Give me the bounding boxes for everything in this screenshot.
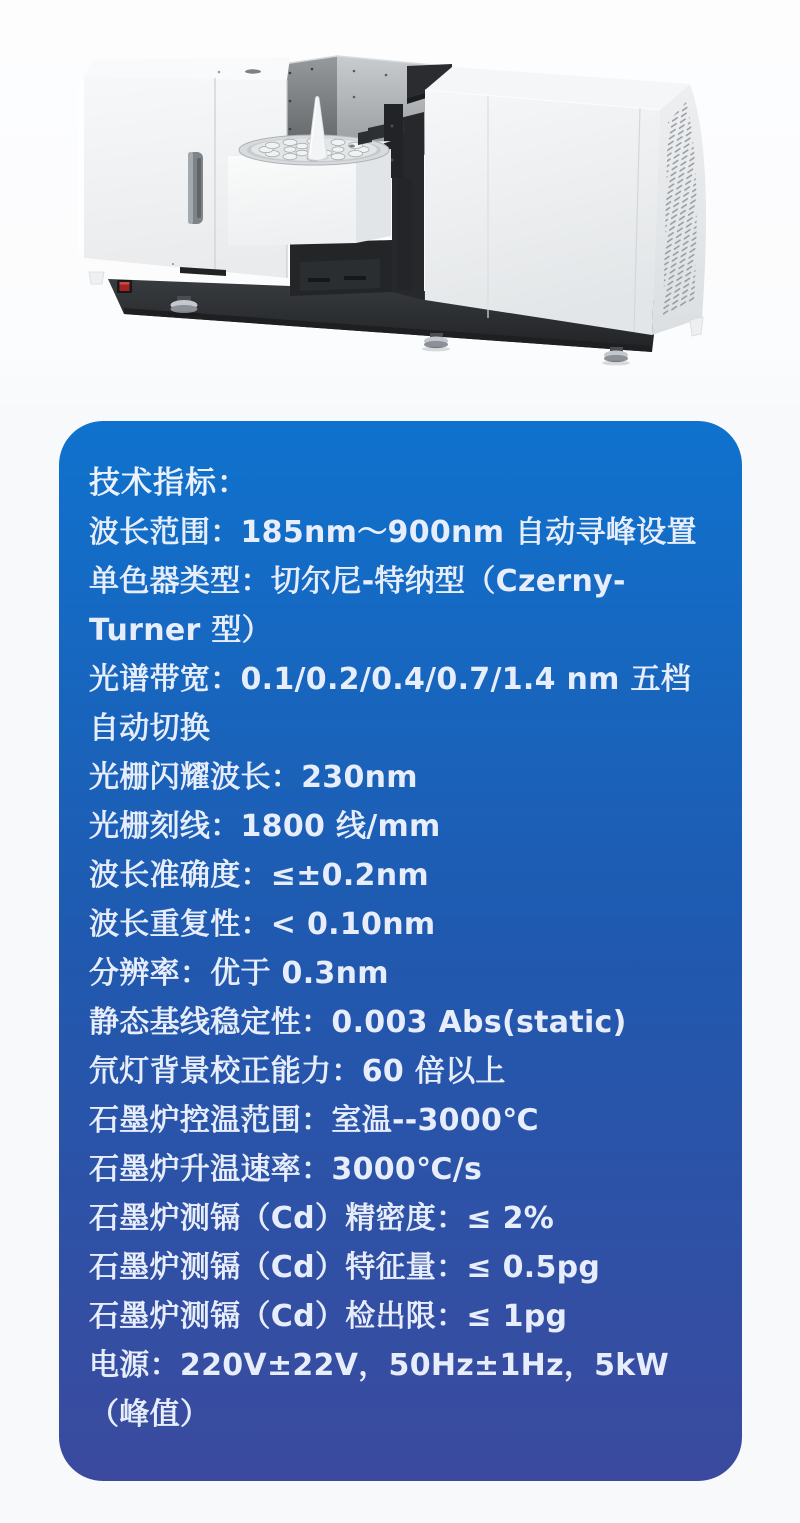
spec-line: 光栅刻线：1800 线/mm bbox=[89, 809, 441, 844]
spec-line: 分辨率：优于 0.3nm bbox=[89, 956, 389, 991]
spec-line: 波长范围：185nm～900nm 自动寻峰设置 bbox=[89, 515, 697, 550]
spec-line: 石墨炉控温范围：室温--3000℃ bbox=[89, 1103, 539, 1138]
spec-line: 电源：220V±22V，50Hz±1Hz，5kW（峰值） bbox=[89, 1348, 669, 1432]
spec-line: 光谱带宽：0.1/0.2/0.4/0.7/1.4 nm 五档自动切换 bbox=[89, 662, 692, 746]
spec-card bbox=[59, 421, 742, 1481]
spec-line: 光栅闪耀波长：230nm bbox=[89, 760, 418, 795]
instrument-illustration bbox=[0, 0, 800, 412]
vent-grille bbox=[663, 102, 697, 316]
spec-line: 单色器类型：切尔尼-特纳型（Czerny-Turner 型） bbox=[89, 564, 626, 648]
spec-line: 石墨炉测镉（Cd）精密度：≤ 2% bbox=[89, 1201, 555, 1236]
power-switch bbox=[117, 280, 132, 293]
product-photo bbox=[0, 0, 800, 412]
front-foot-tab bbox=[89, 272, 104, 284]
spec-line: 石墨炉升温速率：3000℃/s bbox=[89, 1152, 483, 1187]
spec-card-title: 技术指标： bbox=[89, 465, 249, 501]
spec-line: 静态基线稳定性：0.003 Abs(static) bbox=[89, 1005, 627, 1040]
right-cabinet bbox=[425, 67, 706, 336]
spec-line: 波长准确度：≤±0.2nm bbox=[89, 858, 429, 893]
spec-lines bbox=[89, 508, 716, 1439]
spec-line: 石墨炉测镉（Cd）检出限：≤ 1pg bbox=[89, 1299, 568, 1334]
spec-line: 石墨炉测镉（Cd）特征量：≤ 0.5pg bbox=[89, 1250, 601, 1285]
cabinet-handle bbox=[188, 152, 203, 224]
top-slot bbox=[245, 69, 261, 73]
spec-line: 波长重复性：< 0.10nm bbox=[89, 907, 436, 942]
spec-line: 氘灯背景校正能力：60 倍以上 bbox=[89, 1054, 506, 1089]
service-cavity bbox=[290, 240, 392, 296]
